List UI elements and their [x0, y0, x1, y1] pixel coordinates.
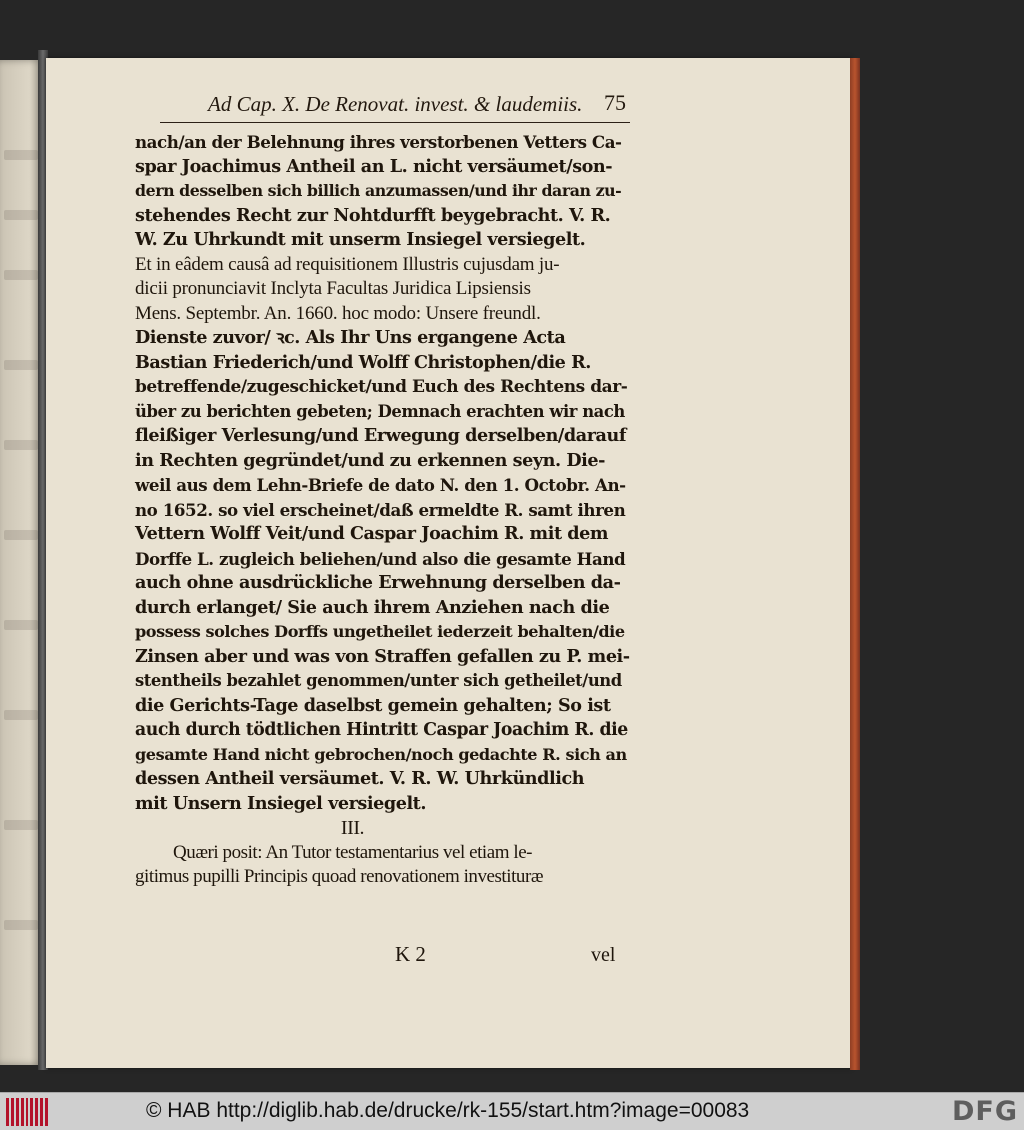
text-line: Zinsen aber und was von Straffen gefallen zu P. mei- — [135, 645, 630, 667]
text-line: über zu berichten gebeten; Demnach erachten wir nach — [135, 401, 625, 421]
show-through-mark — [4, 270, 38, 280]
text-line: dern desselben sich billich anzumassen/und ihr daran zu- — [135, 181, 622, 200]
text-line: Vettern Wolff Veit/und Caspar Joachim R. mit dem — [135, 523, 609, 544]
text-line: in Rechten gegründet/und zu erkennen seyn. Die- — [135, 449, 605, 471]
text-line: gesamte Hand nicht gebrochen/noch gedachte R. sich an — [135, 744, 627, 764]
page-number: 75 — [604, 90, 626, 115]
text-line: Bastian Friederich/und Wolff Christophen/die R. — [135, 351, 591, 373]
text-line: Et in eâdem causâ ad requisitionem Illustris cujusdam ju- — [135, 253, 560, 275]
show-through-mark — [4, 210, 38, 220]
show-through-mark — [4, 920, 38, 930]
hab-logo-icon — [6, 1098, 48, 1126]
footer-bar — [0, 1092, 1024, 1130]
page-edge-red — [850, 58, 860, 1070]
text-line: Dorffe L. zugleich beliehen/und also die gesamte Hand — [135, 548, 626, 569]
text-line: fleißiger Verlesung/und Erwegung derselben/darauf — [135, 425, 626, 446]
text-line: dessen Antheil versäumet. V. R. W. Uhrkündlich — [135, 768, 585, 789]
running-header — [160, 88, 630, 123]
text-line: W. Zu Uhrkundt mit unserm Insiegel versiegelt. — [135, 229, 586, 250]
text-line: mit Unsern Insiegel versiegelt. — [135, 792, 427, 814]
text-line: durch erlanget/ Sie auch ihrem Anziehen nach die — [135, 596, 610, 618]
text-line: die Gerichts-Tage daselbst gemein gehalten; So ist — [135, 694, 611, 716]
previous-page-edge — [0, 60, 42, 1065]
show-through-mark — [4, 820, 38, 830]
question-line: Quæri posit: An Tutor testamentarius vel etiam le- — [173, 841, 533, 863]
show-through-mark — [4, 150, 38, 160]
section-number: III. — [340, 817, 365, 839]
show-through-mark — [4, 360, 38, 370]
copyright-link[interactable]: © HAB http://diglib.hab.de/drucke/rk-155/start.htm?image=00083 — [146, 1099, 750, 1122]
show-through-mark — [4, 620, 38, 630]
question-line: gitimus pupilli Principis quoad renovationem investituræ — [135, 866, 544, 887]
text-line: spar Joachimus Antheil an L. nicht versäumet/son- — [135, 155, 613, 177]
text-line: auch durch tödtlichen Hintritt Caspar Joachim R. die — [135, 720, 628, 740]
text-line: nach/an der Belehnung ihres verstorbenen Vetters Ca- — [135, 132, 622, 152]
dfg-logo: DFG — [951, 1096, 1018, 1127]
signature-mark: K 2 — [395, 942, 426, 966]
page-text — [135, 130, 630, 890]
running-head: Ad Cap. X. De Renovat. invest. & laudemiis. — [208, 92, 583, 116]
text-line: dicii pronunciavit Inclyta Facultas Juridica Lipsiensis — [135, 278, 531, 299]
text-line: Mens. Septembr. An. 1660. hoc modo: Unsere freundl. — [135, 302, 541, 324]
text-line: possess solches Dorffs ungetheilet iederzeit behalten/die — [135, 622, 625, 641]
text-line: stentheils bezahlet genommen/unter sich getheilet/und — [135, 671, 622, 690]
show-through-mark — [4, 530, 38, 540]
text-line: betreffende/zugeschicket/und Euch des Rechtens dar- — [135, 377, 628, 397]
text-line: stehendes Recht zur Nohtdurfft beygebracht. V. R. — [135, 204, 611, 226]
text-line: auch ohne ausdrückliche Erwehnung derselben da- — [135, 572, 621, 593]
text-line: no 1652. so viel erscheinet/daß ermeldte R. samt ihren — [135, 499, 626, 520]
show-through-mark — [4, 440, 38, 450]
text-line: weil aus dem Lehn-Briefe de dato N. den 1. Octobr. An- — [135, 475, 626, 495]
catchword: vel — [591, 944, 616, 966]
show-through-mark — [4, 710, 38, 720]
text-line: Dienste zuvor/ ꝛc. Als Ihr Uns ergangene Acta — [135, 327, 566, 348]
